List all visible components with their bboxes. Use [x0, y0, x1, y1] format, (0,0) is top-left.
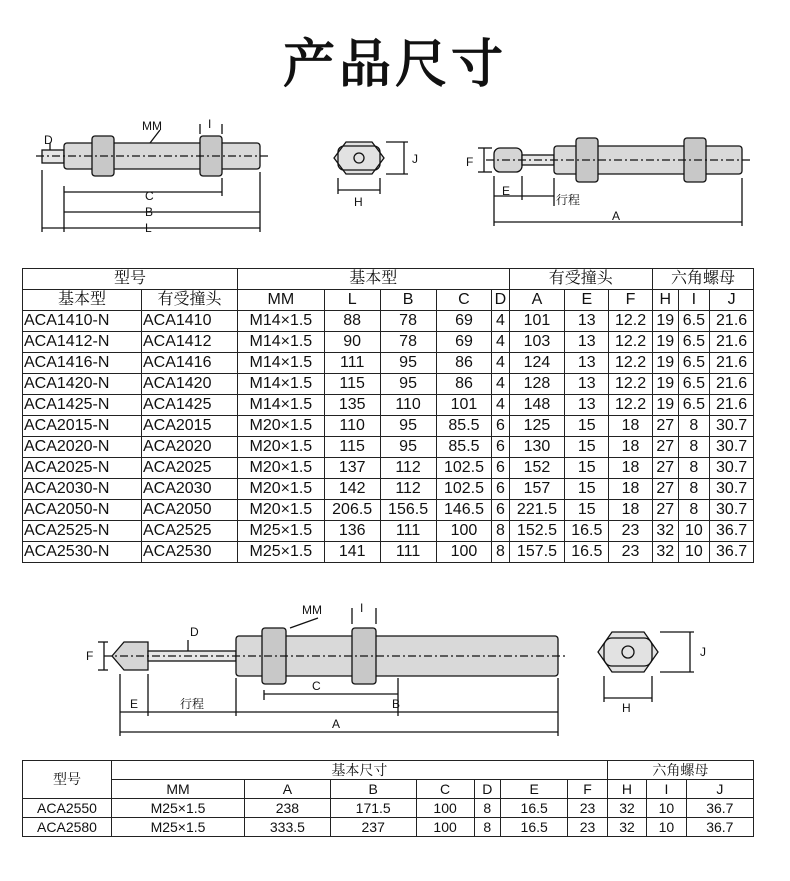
table-cell: 36.7 [710, 521, 754, 542]
table-row [23, 500, 754, 521]
column-header: 有受撞头 [141, 290, 237, 311]
table-cell: 8 [492, 542, 509, 563]
table-cell: 6.5 [678, 353, 710, 374]
table-cell: 141 [324, 542, 380, 563]
dim2-label-f: F [86, 649, 94, 663]
column-header: H [607, 780, 646, 799]
column-header: C [436, 290, 492, 311]
table-cell: 86 [436, 353, 492, 374]
dim2-label-e: E [130, 697, 139, 711]
spec-table-main [22, 268, 754, 563]
table-cell: 110 [380, 395, 436, 416]
table-row [23, 332, 754, 353]
table-cell: ACA2025 [141, 458, 237, 479]
table-cell: M25×1.5 [112, 818, 245, 837]
table-cell: 13 [565, 353, 609, 374]
table-cell: 102.5 [436, 458, 492, 479]
group-header-impact: 有受撞头 [509, 269, 652, 290]
table-cell: 85.5 [436, 416, 492, 437]
table-cell: M14×1.5 [237, 311, 324, 332]
table-cell: ACA1410 [141, 311, 237, 332]
table-cell: M25×1.5 [237, 521, 324, 542]
column-header: A [509, 290, 565, 311]
table-row [23, 311, 754, 332]
table-cell: 12.2 [609, 332, 653, 353]
dim-label-f: F [466, 155, 474, 169]
dim2-label-mm: MM [302, 603, 322, 617]
table-cell: 103 [509, 332, 565, 353]
table-cell: 101 [509, 311, 565, 332]
table-cell: 21.6 [710, 332, 754, 353]
table-cell: 112 [380, 479, 436, 500]
table-cell: 238 [245, 799, 331, 818]
table-cell: 6.5 [678, 374, 710, 395]
table-cell: 8 [678, 437, 710, 458]
table-cell: 95 [380, 416, 436, 437]
dim-label-b: B [145, 205, 154, 219]
dim2-label-j: J [700, 645, 706, 659]
table-cell: 8 [678, 458, 710, 479]
column-header: D [474, 780, 500, 799]
table-cell: 69 [436, 332, 492, 353]
table-cell: 95 [380, 353, 436, 374]
table-cell: M20×1.5 [237, 416, 324, 437]
page-title: 产品尺寸 [282, 35, 507, 95]
table-cell: 206.5 [324, 500, 380, 521]
column-header: B [380, 290, 436, 311]
dim2-label-i: I [360, 601, 364, 615]
diagram-bottom [0, 600, 790, 760]
table-cell: ACA2030 [141, 479, 237, 500]
group-header-model: 型号 [23, 269, 238, 290]
table-cell: ACA1416-N [23, 353, 142, 374]
table-cell: 101 [436, 395, 492, 416]
dim-label-stroke: 行程 [556, 193, 581, 207]
table-row [23, 353, 754, 374]
group-header-basic: 基本型 [237, 269, 509, 290]
table-cell: 95 [380, 374, 436, 395]
table-cell: 15 [565, 500, 609, 521]
table-cell: ACA1420 [141, 374, 237, 395]
table-cell: 78 [380, 332, 436, 353]
table-cell: 36.7 [710, 542, 754, 563]
table-cell: M14×1.5 [237, 353, 324, 374]
table-row [23, 521, 754, 542]
table-cell: 16.5 [565, 521, 609, 542]
table-cell: 15 [565, 437, 609, 458]
table-cell: 221.5 [509, 500, 565, 521]
table-cell: 19 [652, 353, 678, 374]
table-cell: 12.2 [609, 395, 653, 416]
table-row [23, 799, 754, 818]
table-cell: 19 [652, 374, 678, 395]
table-cell: 21.6 [710, 353, 754, 374]
table-cell: ACA1410-N [23, 311, 142, 332]
dim-label-h: H [354, 195, 363, 209]
table-cell: M20×1.5 [237, 437, 324, 458]
table-cell: 237 [330, 818, 416, 837]
dim-label-i: I [208, 117, 212, 131]
table-cell: 13 [565, 311, 609, 332]
table-cell: 130 [509, 437, 565, 458]
table-cell: 30.7 [710, 458, 754, 479]
table-cell: 18 [609, 458, 653, 479]
table-cell: 6.5 [678, 332, 710, 353]
table-cell: 124 [509, 353, 565, 374]
column-header: E [565, 290, 609, 311]
table-cell: 137 [324, 458, 380, 479]
table-cell: 111 [380, 542, 436, 563]
dim2-label-b: B [392, 697, 401, 711]
table-cell: 15 [565, 479, 609, 500]
dim2-label-h: H [622, 701, 631, 715]
table-cell: 12.2 [609, 374, 653, 395]
table-cell: 15 [565, 416, 609, 437]
table-cell: 36.7 [686, 799, 753, 818]
table-row [23, 479, 754, 500]
table-cell: 16.5 [565, 542, 609, 563]
table-cell: 6 [492, 458, 509, 479]
table-cell: 27 [652, 479, 678, 500]
table-cell: 111 [380, 521, 436, 542]
table-cell: ACA2020-N [23, 437, 142, 458]
dim-label-l: L [145, 221, 152, 235]
table-cell: 100 [436, 542, 492, 563]
dim-label-a: A [612, 209, 621, 223]
column-header: F [568, 780, 607, 799]
table-cell: 88 [324, 311, 380, 332]
table-cell: ACA1412-N [23, 332, 142, 353]
table-cell: ACA2580 [23, 818, 112, 837]
table-cell: M25×1.5 [237, 542, 324, 563]
table-cell: 4 [492, 311, 509, 332]
table-cell: 8 [678, 416, 710, 437]
table-cell: 8 [678, 479, 710, 500]
table-cell: 136 [324, 521, 380, 542]
table-cell: 27 [652, 500, 678, 521]
table-cell: 10 [678, 542, 710, 563]
table-cell: ACA1420-N [23, 374, 142, 395]
table-cell: ACA1416 [141, 353, 237, 374]
table-cell: 125 [509, 416, 565, 437]
table-cell: 16.5 [501, 799, 568, 818]
table-cell: 18 [609, 416, 653, 437]
table-cell: 32 [607, 818, 646, 837]
table-cell: 30.7 [710, 500, 754, 521]
table-cell: M14×1.5 [237, 374, 324, 395]
table-cell: ACA1425 [141, 395, 237, 416]
table-cell: 32 [607, 799, 646, 818]
table-cell: 19 [652, 311, 678, 332]
table-cell: 85.5 [436, 437, 492, 458]
table-cell: 100 [416, 799, 474, 818]
column-header: I [678, 290, 710, 311]
table-cell: 21.6 [710, 311, 754, 332]
table-cell: 157.5 [509, 542, 565, 563]
table-row [23, 437, 754, 458]
table-cell: 12.2 [609, 311, 653, 332]
table-cell: 146.5 [436, 500, 492, 521]
group-header-basic-size: 基本尺寸 [112, 761, 608, 780]
table-cell: 36.7 [686, 818, 753, 837]
column-header: J [686, 780, 753, 799]
table-cell: 111 [324, 353, 380, 374]
table-cell: 32 [652, 542, 678, 563]
column-header: C [416, 780, 474, 799]
table-cell: ACA2015-N [23, 416, 142, 437]
table-cell: M20×1.5 [237, 458, 324, 479]
table-cell: 148 [509, 395, 565, 416]
table-cell: 4 [492, 374, 509, 395]
dim2-label-stroke: 行程 [180, 697, 205, 711]
table-cell: M14×1.5 [237, 332, 324, 353]
table-cell: 23 [568, 818, 607, 837]
table-cell: 30.7 [710, 437, 754, 458]
table-cell: 4 [492, 353, 509, 374]
column-header: E [501, 780, 568, 799]
table-cell: ACA2530 [141, 542, 237, 563]
table-cell: 13 [565, 395, 609, 416]
column-header: MM [237, 290, 324, 311]
column-header: 基本型 [23, 290, 142, 311]
table-cell: M20×1.5 [237, 500, 324, 521]
table-cell: 6 [492, 437, 509, 458]
table-cell: 30.7 [710, 416, 754, 437]
column-header: L [324, 290, 380, 311]
table-cell: 69 [436, 311, 492, 332]
table-cell: 10 [647, 799, 686, 818]
table-cell: 78 [380, 311, 436, 332]
table-cell: 156.5 [380, 500, 436, 521]
table-cell: 23 [609, 542, 653, 563]
table-cell: ACA2525 [141, 521, 237, 542]
dim-label-c: C [145, 189, 154, 203]
table-cell: ACA2530-N [23, 542, 142, 563]
table-cell: 135 [324, 395, 380, 416]
table-cell: 18 [609, 479, 653, 500]
table-cell: 19 [652, 332, 678, 353]
table-cell: 27 [652, 437, 678, 458]
table-row [23, 416, 754, 437]
table-cell: 86 [436, 374, 492, 395]
table-cell: 157 [509, 479, 565, 500]
table-cell: ACA2050 [141, 500, 237, 521]
table-cell: 102.5 [436, 479, 492, 500]
table-cell: 18 [609, 500, 653, 521]
column-header: H [652, 290, 678, 311]
column-header: B [330, 780, 416, 799]
dim-label-j: J [412, 152, 418, 166]
table-row [23, 395, 754, 416]
table-cell: 21.6 [710, 395, 754, 416]
table-cell: 12.2 [609, 353, 653, 374]
table-cell: M20×1.5 [237, 479, 324, 500]
table-cell: 115 [324, 437, 380, 458]
group-header-nut: 六角螺母 [607, 761, 753, 780]
table-row [23, 374, 754, 395]
table-cell: 13 [565, 332, 609, 353]
table-cell: 30.7 [710, 479, 754, 500]
table-cell: 6 [492, 479, 509, 500]
table-cell: 128 [509, 374, 565, 395]
column-header: MM [112, 780, 245, 799]
table-cell: 152.5 [509, 521, 565, 542]
table-cell: ACA1425-N [23, 395, 142, 416]
table-cell: 152 [509, 458, 565, 479]
table-cell: 110 [324, 416, 380, 437]
group-header-nut: 六角螺母 [652, 269, 753, 290]
table-cell: ACA1412 [141, 332, 237, 353]
table-cell: 10 [647, 818, 686, 837]
table-cell: 171.5 [330, 799, 416, 818]
table-cell: 90 [324, 332, 380, 353]
table-row [23, 818, 754, 837]
group-header-model: 型号 [23, 761, 112, 799]
table-cell: 13 [565, 374, 609, 395]
table-cell: 21.6 [710, 374, 754, 395]
dim-label-e: E [502, 184, 511, 198]
table-cell: 100 [436, 521, 492, 542]
table-cell: 8 [474, 818, 500, 837]
table-cell: 19 [652, 395, 678, 416]
dim2-label-d: D [190, 625, 199, 639]
table-cell: ACA2050-N [23, 500, 142, 521]
table-row [23, 542, 754, 563]
table-cell: 8 [492, 521, 509, 542]
table-cell: 115 [324, 374, 380, 395]
table-cell: 16.5 [501, 818, 568, 837]
table-cell: ACA2015 [141, 416, 237, 437]
table-cell: 95 [380, 437, 436, 458]
column-header: I [647, 780, 686, 799]
table-cell: 23 [568, 799, 607, 818]
table-cell: ACA2550 [23, 799, 112, 818]
table-cell: 18 [609, 437, 653, 458]
dim-label-d: D [44, 133, 53, 147]
table-cell: ACA2020 [141, 437, 237, 458]
table-cell: 6 [492, 416, 509, 437]
column-header: D [492, 290, 509, 311]
table-cell: 4 [492, 332, 509, 353]
table-cell: 8 [474, 799, 500, 818]
dim2-label-a: A [332, 717, 341, 731]
table-row [23, 458, 754, 479]
table-cell: ACA2525-N [23, 521, 142, 542]
table-cell: 100 [416, 818, 474, 837]
table-cell: 112 [380, 458, 436, 479]
table-cell: 142 [324, 479, 380, 500]
table-cell: ACA2030-N [23, 479, 142, 500]
table-cell: 27 [652, 416, 678, 437]
table-cell: 27 [652, 458, 678, 479]
table-cell: 6 [492, 500, 509, 521]
table-cell: 32 [652, 521, 678, 542]
table-cell: 6.5 [678, 395, 710, 416]
table-cell: 8 [678, 500, 710, 521]
column-header: J [710, 290, 754, 311]
table-cell: M14×1.5 [237, 395, 324, 416]
dim2-label-c: C [312, 679, 321, 693]
column-header: F [609, 290, 653, 311]
table-cell: 333.5 [245, 818, 331, 837]
table-cell: 15 [565, 458, 609, 479]
table-cell: ACA2025-N [23, 458, 142, 479]
dim-label-mm: MM [142, 119, 162, 133]
spec-table-long [22, 760, 754, 837]
table-cell: 4 [492, 395, 509, 416]
table-cell: 10 [678, 521, 710, 542]
table-cell: M25×1.5 [112, 799, 245, 818]
table-cell: 6.5 [678, 311, 710, 332]
table-cell: 23 [609, 521, 653, 542]
column-header: A [245, 780, 331, 799]
